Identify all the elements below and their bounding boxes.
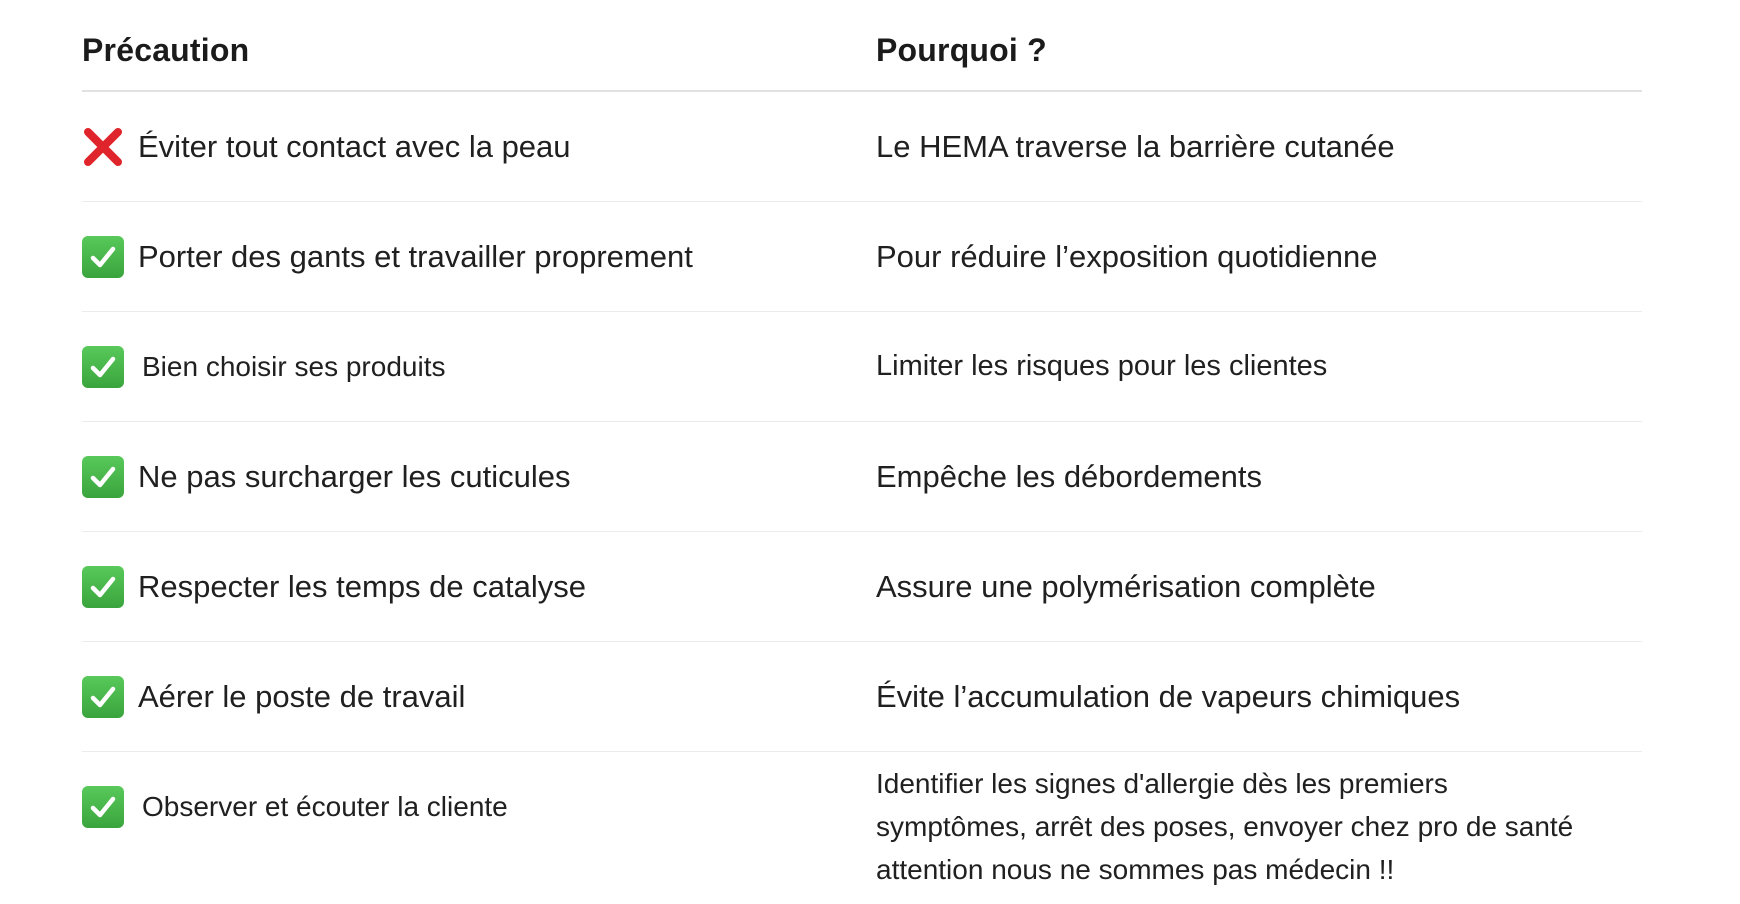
why-line: attention nous ne sommes pas médecin !! xyxy=(876,854,1395,885)
why-cell: Empêche les débordements xyxy=(876,458,1263,494)
precaution-cell xyxy=(82,752,508,861)
precaution-cell xyxy=(82,532,586,641)
table-row xyxy=(82,92,1642,202)
precaution-text: Respecter les temps de catalyse xyxy=(138,568,586,604)
why-line: Identifier les signes d'allergie dès les premiers xyxy=(876,768,1448,799)
precaution-cell xyxy=(82,312,445,421)
precaution-text: Porter des gants et travailler proprement xyxy=(138,238,693,274)
table-row xyxy=(82,642,1642,752)
cross-mark-icon xyxy=(82,126,124,168)
precaution-cell xyxy=(82,202,693,311)
precaution-text: Observer et écouter la cliente xyxy=(142,790,508,822)
why-cell: Limiter les risques pour les clientes xyxy=(876,350,1328,382)
table-row xyxy=(82,312,1642,422)
header-pourquoi: Pourquoi ? xyxy=(876,32,1047,68)
why-line: symptômes, arrêt des poses, envoyer chez pro de santé xyxy=(876,811,1574,842)
check-mark-icon xyxy=(82,566,124,608)
check-mark-icon xyxy=(82,676,124,718)
why-cell: Assure une polymérisation complète xyxy=(876,568,1376,604)
check-mark-icon xyxy=(82,456,124,498)
check-mark-icon xyxy=(82,346,124,388)
why-cell: Le HEMA traverse la barrière cutanée xyxy=(876,128,1395,164)
precaution-text: Bien choisir ses produits xyxy=(142,350,446,382)
precaution-cell xyxy=(82,422,570,531)
check-mark-icon xyxy=(82,236,124,278)
precaution-cell xyxy=(82,92,571,201)
precaution-text: Ne pas surcharger les cuticules xyxy=(138,458,571,494)
table-row xyxy=(82,422,1642,532)
table-row xyxy=(82,532,1642,642)
check-mark-icon xyxy=(82,786,124,828)
precaution-cell xyxy=(82,642,465,751)
why-cell xyxy=(876,762,1696,891)
table-row xyxy=(82,752,1642,892)
precautions-table xyxy=(82,0,1642,892)
why-cell: Pour réduire l’exposition quotidienne xyxy=(876,238,1378,274)
precaution-text: Aérer le poste de travail xyxy=(138,678,466,714)
precaution-text: Éviter tout contact avec la peau xyxy=(138,128,571,164)
table-row xyxy=(82,202,1642,312)
header-precaution: Précaution xyxy=(82,32,250,68)
table-header xyxy=(82,0,1642,92)
why-cell: Évite l’accumulation de vapeurs chimiques xyxy=(876,678,1461,714)
